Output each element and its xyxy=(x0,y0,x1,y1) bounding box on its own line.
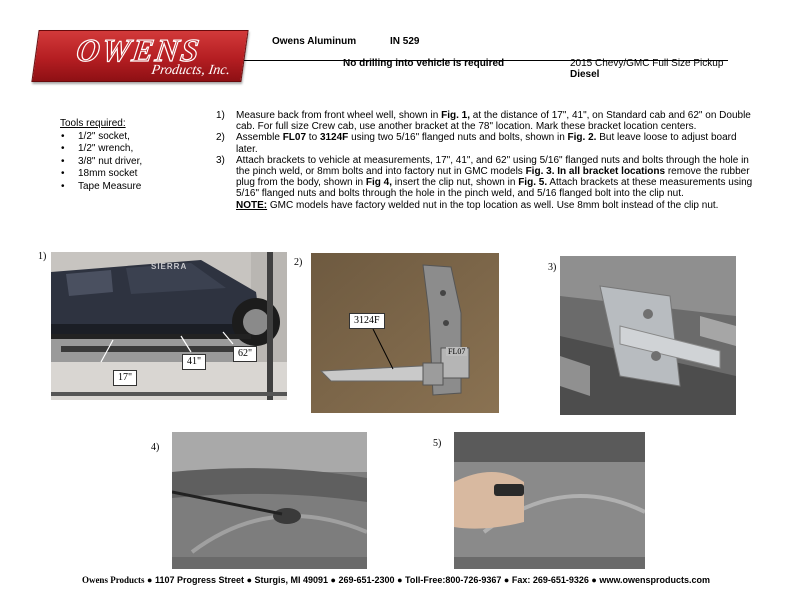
label-fl07: FL07 xyxy=(448,347,466,356)
tool-item: • 3/8" nut driver, xyxy=(60,156,142,169)
figure-2-number: 2) xyxy=(294,257,303,268)
figure-1-truck-photo xyxy=(51,252,287,400)
tools-heading: Tools required: xyxy=(60,118,126,129)
tool-item: • 18mm socket xyxy=(60,168,142,181)
company-name: Owens Aluminum xyxy=(272,36,357,47)
figure-5-clip-nut-photo xyxy=(454,432,645,569)
vehicle-model: 2015 Chevy/GMC Full Size Pickup xyxy=(570,58,724,69)
step-number: 2) xyxy=(216,132,225,144)
figure-4-rubber-plug-photo xyxy=(172,432,367,569)
figure-2-bracket-photo xyxy=(311,253,499,413)
logo-brand: OWENS xyxy=(74,32,204,68)
note-text: GMC models have factory welded nut in the top location as well. Use 8mm bolt instead of the clip nut. xyxy=(267,199,719,211)
figure-5-number: 5) xyxy=(433,438,442,449)
footer-website[interactable]: www.owensproducts.com xyxy=(599,575,711,585)
part-number: IN 529 xyxy=(390,36,420,47)
footer-city: Sturgis, MI 49091 xyxy=(254,575,329,585)
label-3124f: 3124F xyxy=(349,313,385,329)
figure-3-number: 3) xyxy=(548,262,557,273)
footer-tollfree: Toll-Free:800-726-9367 xyxy=(405,575,502,585)
step-2: 2) Assemble FL07 to 3124F using two 5/16" flanged nuts and bolts, shown in Fig. 2. But leave loose to adjust board later. xyxy=(216,132,737,155)
tool-item: • Tape Measure xyxy=(60,181,142,194)
step-number: 1) xyxy=(216,110,225,121)
footer-address: 1107 Progress Street xyxy=(154,575,245,585)
step-1: 1) Measure back from front wheel well, shown in Fig. 1, at the distance of 17", 41", on Standard cab and 62" on Double cab. For full size Crew cab, use another bracket at the 78" location. Mark these bracket location centers. xyxy=(216,110,751,133)
step-3: 3) Attach brackets to vehicle at measurements, 17", 41", and 62" using 5/16" flanged nuts and bolts through the hole in the pinch weld, or 8mm bolts and into factory nut in GMC models Fig. 3. In all bracket locations remove the rubber plug from the body, shown in Fig 4, insert the clip nut, shown in Fig. 5. Attach brackets at these measurements using 5/16" flanged nuts and bolts through the hole in the pinch weld, and 5/16 flanged bolt into the clip nut. xyxy=(216,154,753,200)
logo-subtitle: Products, Inc. xyxy=(150,63,232,78)
footer-phone: 269-651-2300 xyxy=(338,575,395,585)
no-drilling-notice: No drilling into vehicle is required xyxy=(343,58,505,69)
figure-4-number: 4) xyxy=(151,442,160,453)
footer: Owens Products ● 1107 Progress Street ● Sturgis, MI 49091 ● 269-651-2300 ● Toll-Free:800-726-9367 ● Fax: 269-651-9326 ● www.owensproducts.com xyxy=(81,575,711,585)
tools-list xyxy=(60,131,142,194)
note-label: NOTE: xyxy=(236,199,268,211)
footer-fax: Fax: 269-651-9326 xyxy=(511,575,589,585)
tools-required xyxy=(60,118,142,194)
tool-item: • 1/2" socket, xyxy=(60,131,142,144)
sierra-badge: SIERRA xyxy=(151,262,188,271)
label-62-inch: 62" xyxy=(233,346,257,362)
figure-1-number: 1) xyxy=(38,251,47,262)
tool-item: • 1/2" wrench, xyxy=(60,143,142,156)
figure-3-installed-bracket-photo xyxy=(560,256,736,415)
label-17-inch: 17" xyxy=(113,370,137,386)
step-number: 3) xyxy=(216,154,225,166)
engine-type: Diesel xyxy=(570,69,600,80)
instruction-steps xyxy=(216,110,756,211)
label-41-inch: 41" xyxy=(182,354,206,370)
owens-logo xyxy=(31,30,248,82)
footer-company: Owens Products xyxy=(81,575,145,585)
gmc-note xyxy=(216,200,756,211)
